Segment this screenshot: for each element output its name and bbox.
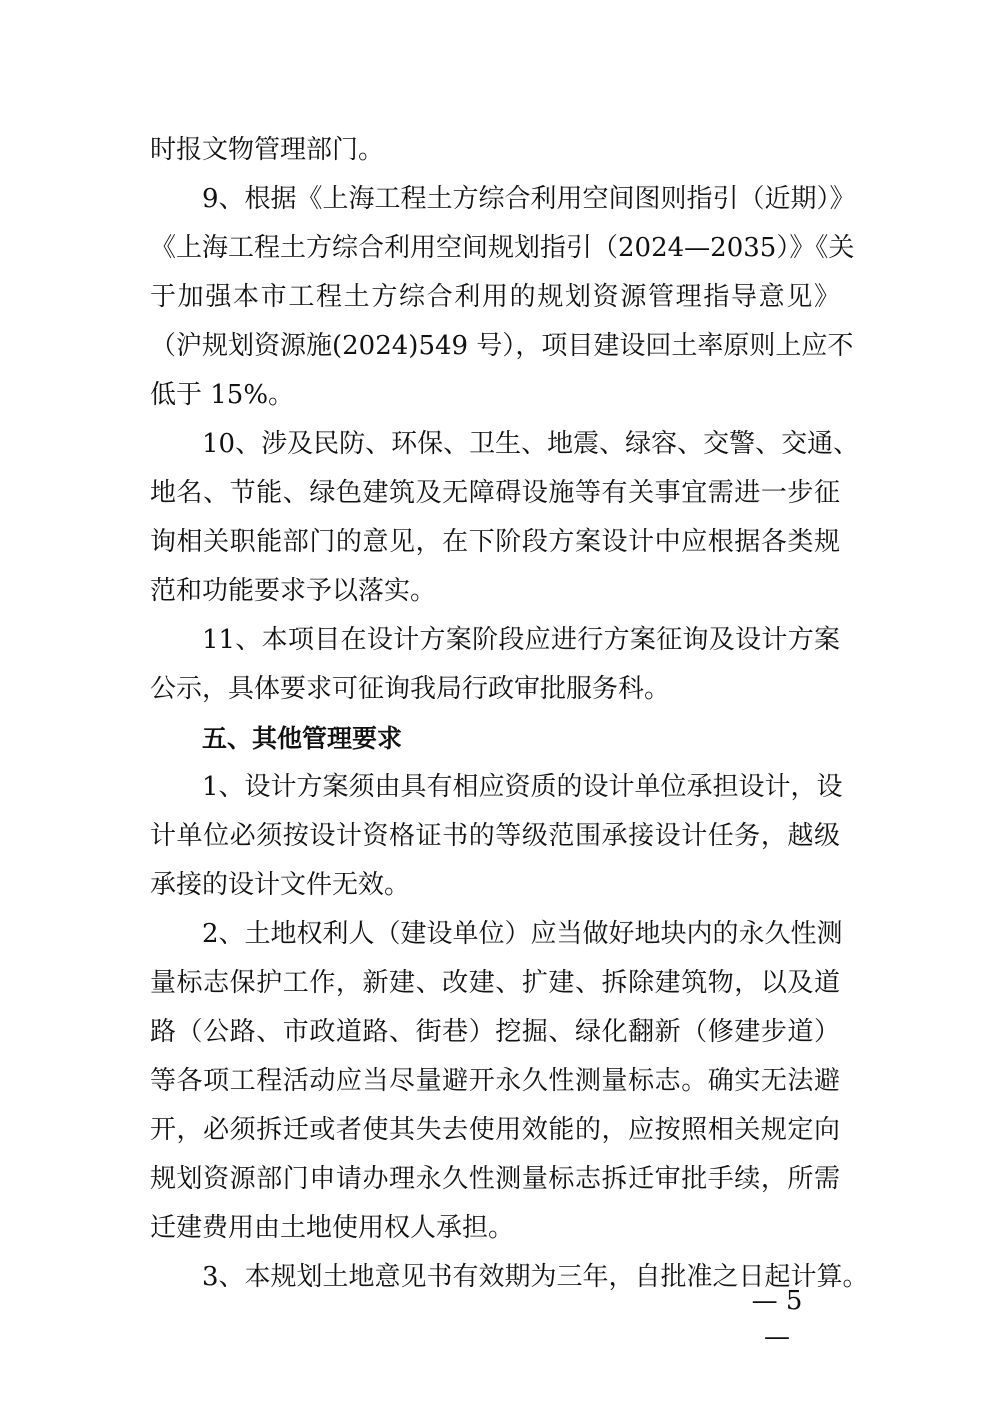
paragraph-line: 低于 15%。 [150,380,295,410]
paragraph-line: 公示，具体要求可征询我局行政审批服务科。 [150,674,671,704]
paragraph-line: 等各项工程活动应当尽量避开永久性测量标志。确实无法避 [150,1066,840,1096]
paragraph-line: 10、涉及民防、环保、卫生、地震、绿容、交警、交通、 [202,429,860,459]
paragraph-line: 承接的设计文件无效。 [150,870,411,900]
paragraph-line: 量标志保护工作，新建、改建、扩建、拆除建筑物，以及道 [150,968,840,998]
paragraph-line: 地名、节能、绿色建筑及无障碍设施等有关事宜需进一步征 [150,478,840,508]
document-body [150,126,869,1302]
section-heading: 五、其他管理要求 [202,724,403,753]
paragraph-line: 路（公路、市政道路、街巷）挖掘、绿化翻新（修建步道） [150,1017,840,1047]
paragraph-line: 时报文物管理部门。 [150,135,385,165]
paragraph-line: 3、本规划土地意见书有效期为三年，自批准之日起计算。 [202,1262,869,1292]
paragraph-line: 于加强本市工程土方综合利用的规划资源管理指导意见》 [150,282,840,312]
paragraph-line: 规划资源部门申请办理永久性测量标志拆迁审批手续，所需 [150,1164,840,1194]
paragraph-line: 9、根据《上海工程土方综合利用空间图则指引（近期）》 [202,184,856,214]
paragraph-line: 迁建费用由土地使用权人承担。 [150,1213,515,1243]
paragraph-line: 2、土地权利人（建设单位）应当做好地块内的永久性测 [202,919,843,949]
paragraph-line: 开，必须拆迁或者使其失去使用效能的，应按照相关规定向 [150,1115,840,1145]
page-number: — 5 — [751,1286,803,1352]
paragraph-line: 《上海工程土方综合利用空间规划指引（2024—2035）》《关 [150,233,855,263]
paragraph-line: 范和功能要求予以落实。 [150,576,437,606]
paragraph-line: 11、本项目在设计方案阶段应进行方案征询及设计方案 [202,625,840,655]
paragraph-line: （沪规划资源施(2024)549 号），项目建设回土率原则上应不 [150,331,854,361]
paragraph-line: 询相关职能部门的意见，在下阶段方案设计中应根据各类规 [150,527,840,557]
paragraph-line: 计单位必须按设计资格证书的等级范围承接设计任务，越级 [150,821,840,851]
paragraph-line: 1、设计方案须由具有相应资质的设计单位承担设计，设 [202,772,843,802]
